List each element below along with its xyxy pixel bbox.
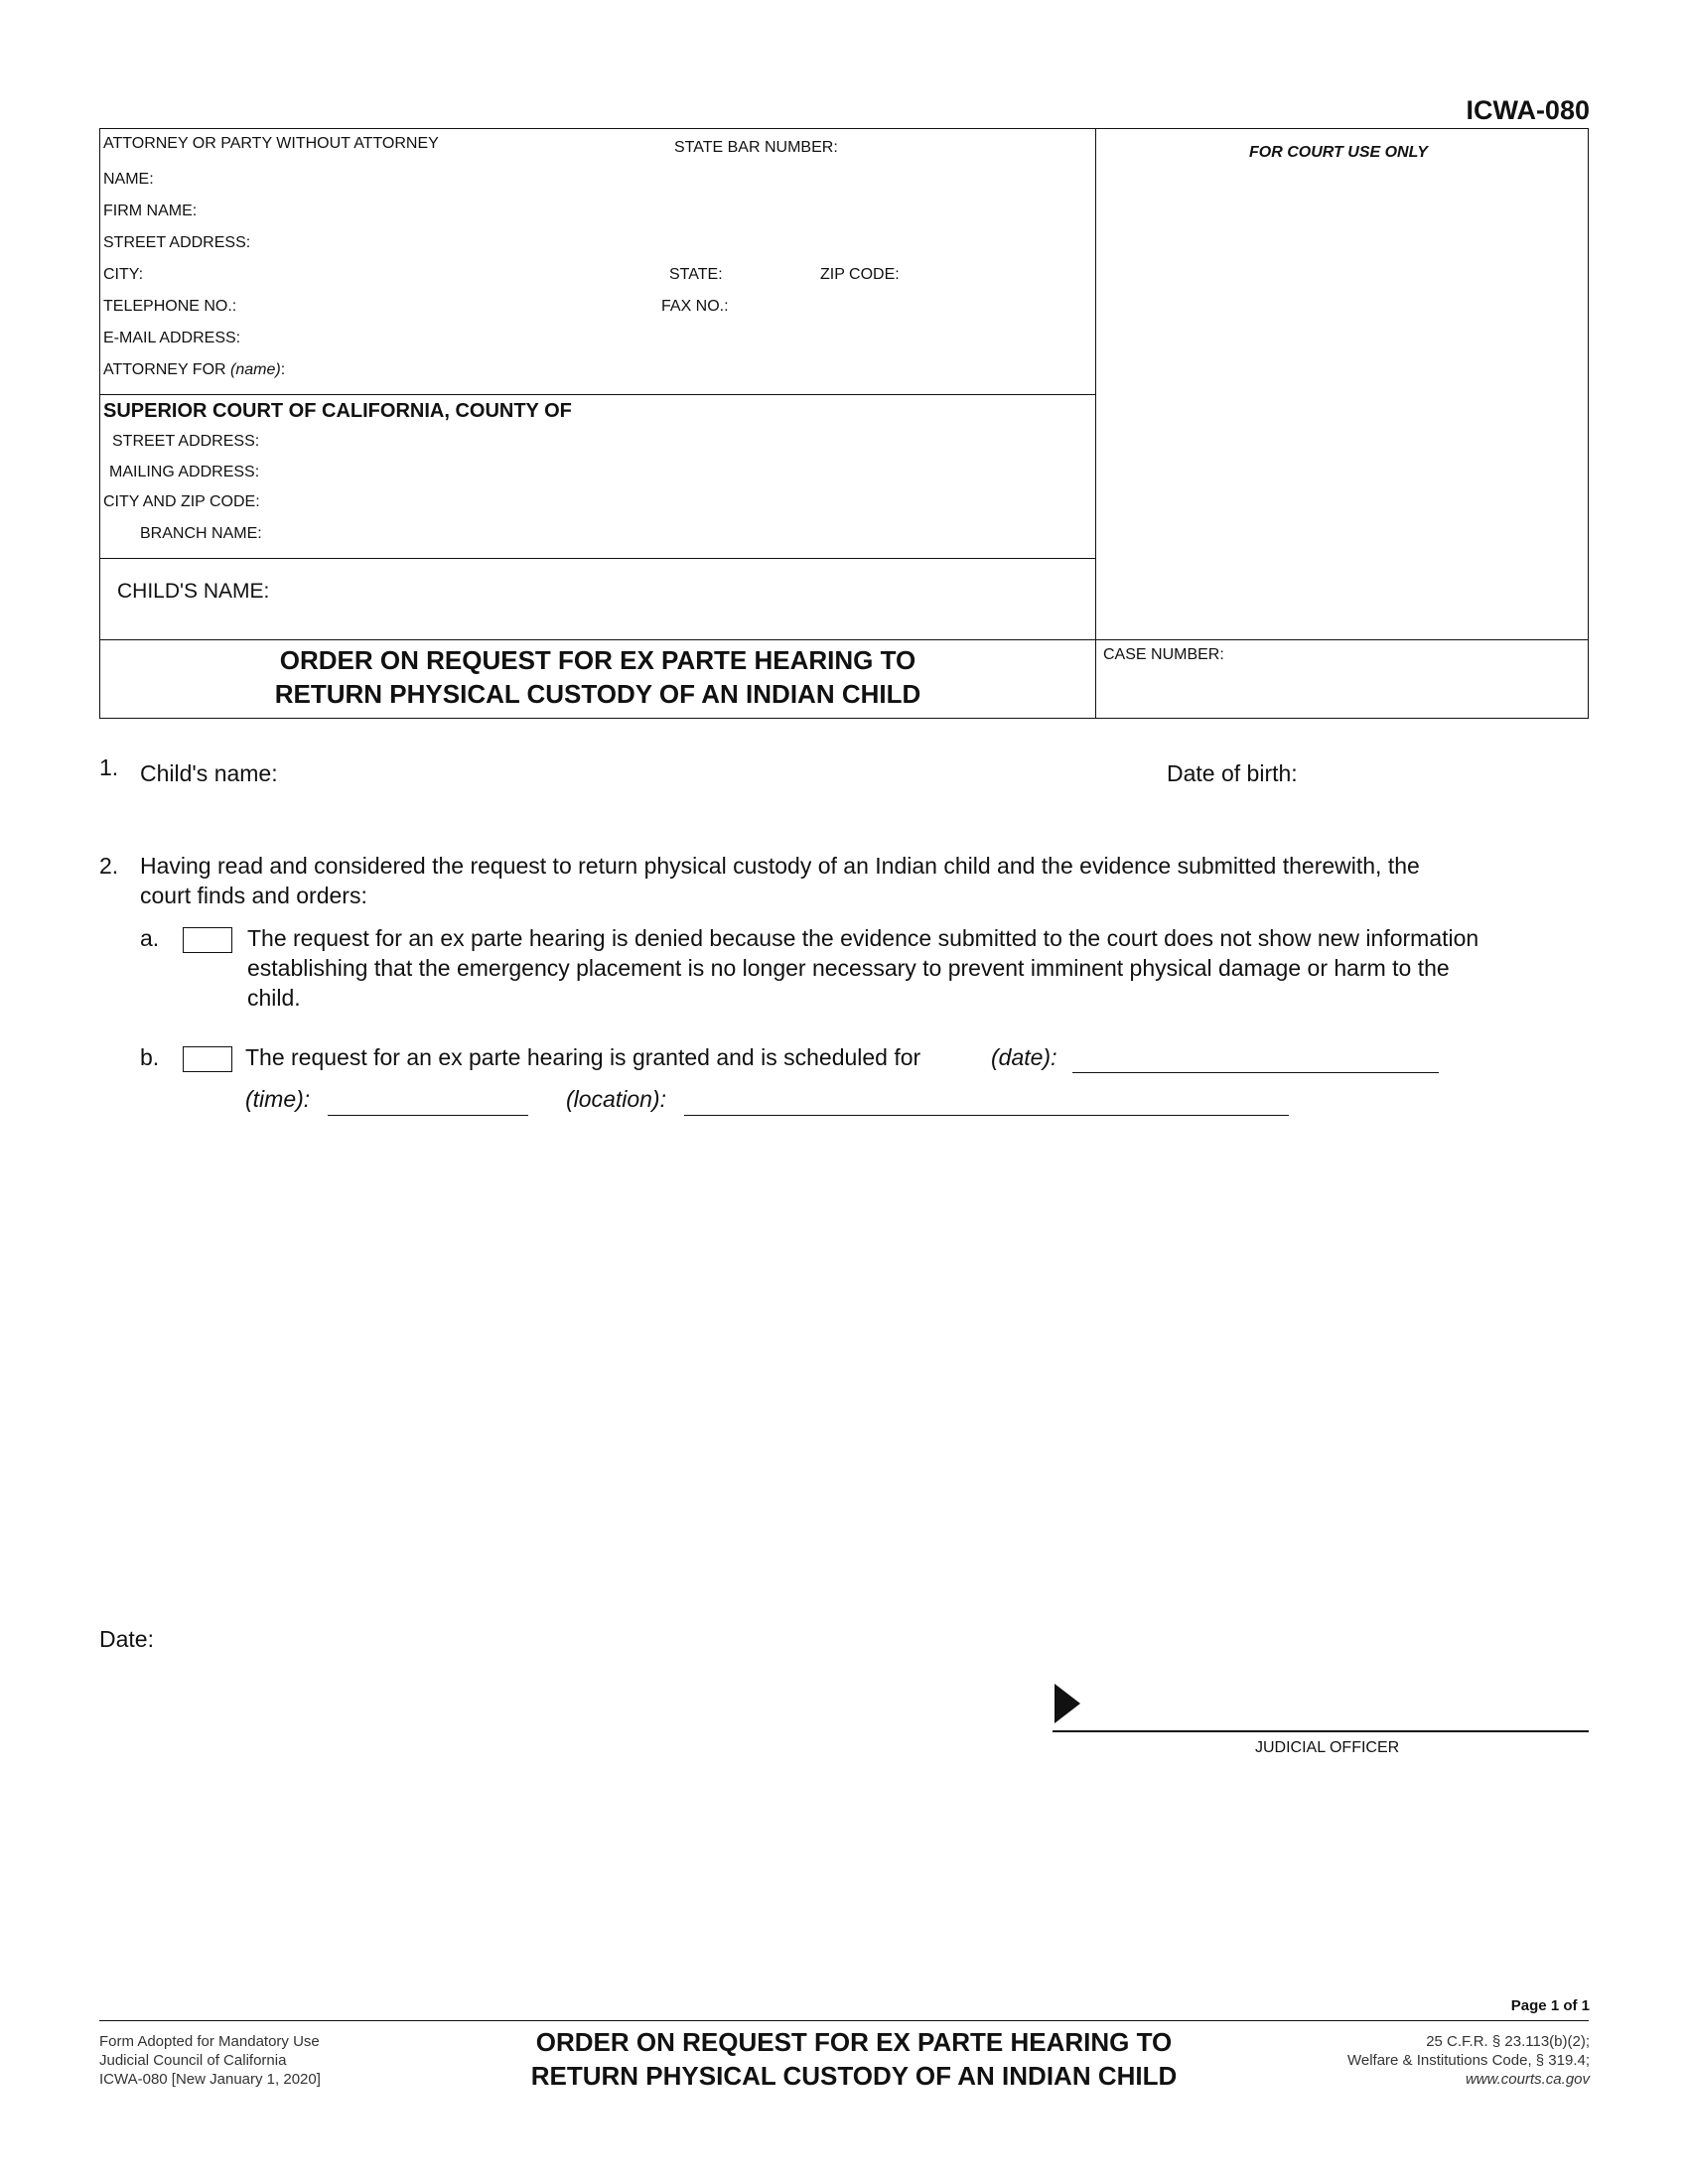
- attorney-title: ATTORNEY OR PARTY WITHOUT ATTORNEY: [103, 135, 439, 152]
- signature-arrow-icon: [1053, 1682, 1082, 1725]
- footer-rule: [99, 2020, 1589, 2021]
- case-number-label: CASE NUMBER:: [1103, 646, 1224, 663]
- attorney-for-colon: :: [280, 361, 286, 378]
- item2a-line2: establishing that the emergency placement is no longer necessary to prevent imminent physical damage or harm to the: [247, 955, 1450, 981]
- footer-website-link[interactable]: www.courts.ca.gov: [1465, 2071, 1590, 2088]
- footer-title-line1: ORDER ON REQUEST FOR EX PARTE HEARING TO: [535, 2027, 1173, 2057]
- item2b-time-field[interactable]: [328, 1115, 528, 1116]
- court-street-label: STREET ADDRESS:: [112, 433, 260, 450]
- footer-left-line2: Judicial Council of California: [99, 2052, 287, 2069]
- attorney-for-text: ATTORNEY FOR: [103, 361, 226, 378]
- item2b-text: The request for an ex parte hearing is granted and is scheduled for: [245, 1044, 921, 1070]
- item1-childs-name-label: Child's name:: [140, 760, 278, 786]
- item2b-date-label: (date):: [991, 1044, 1057, 1070]
- footer-title: [427, 2025, 1281, 2093]
- item2b-checkbox[interactable]: [183, 1046, 232, 1072]
- form-id: ICWA-080: [1466, 95, 1590, 125]
- item2b-time-label: (time):: [245, 1086, 311, 1112]
- state-bar-label: STATE BAR NUMBER:: [674, 139, 838, 156]
- form-title: [99, 643, 1096, 711]
- page-number: Page 1 of 1: [1510, 1997, 1590, 2014]
- footer-right-line2: Welfare & Institutions Code, § 319.4;: [1346, 2052, 1590, 2069]
- attorney-court-divider: [99, 394, 1096, 395]
- city-label: CITY:: [103, 266, 144, 283]
- signature-line[interactable]: [1053, 1730, 1589, 1732]
- item2b-letter: b.: [140, 1044, 160, 1070]
- caption-box: [99, 128, 1589, 719]
- item2a-line3: child.: [247, 985, 301, 1011]
- item1-number: 1.: [99, 754, 119, 780]
- attorney-for-label: [103, 361, 285, 379]
- footer-left-line1: Form Adopted for Mandatory Use: [99, 2033, 320, 2050]
- item1-dob-label: Date of birth:: [1167, 760, 1298, 786]
- judicial-officer-label: JUDICIAL OFFICER: [1255, 1739, 1400, 1756]
- footer-right: [1347, 2032, 1590, 2089]
- telephone-label: TELEPHONE NO.:: [103, 298, 237, 315]
- court-branch-label: BRANCH NAME:: [140, 525, 262, 542]
- signature-date-label: Date:: [99, 1626, 154, 1652]
- form-title-line1: ORDER ON REQUEST FOR EX PARTE HEARING TO: [279, 645, 916, 675]
- title-divider: [99, 639, 1589, 640]
- item2b-location-field[interactable]: [684, 1115, 1289, 1116]
- street-address-label: STREET ADDRESS:: [103, 234, 251, 251]
- item2-line2: court finds and orders:: [140, 883, 367, 908]
- court-title: SUPERIOR COURT OF CALIFORNIA, COUNTY OF: [103, 400, 572, 422]
- caption-child-name-label: CHILD'S NAME:: [117, 580, 270, 603]
- firm-name-label: FIRM NAME:: [103, 203, 198, 219]
- item2-number: 2.: [99, 853, 119, 879]
- court-child-divider: [99, 558, 1096, 559]
- court-use-label: FOR COURT USE ONLY: [1249, 144, 1428, 161]
- state-label: STATE:: [669, 266, 723, 283]
- item2a-letter: a.: [140, 925, 160, 951]
- name-label: NAME:: [103, 171, 154, 188]
- email-label: E-MAIL ADDRESS:: [103, 330, 241, 346]
- item2b-date-field[interactable]: [1072, 1072, 1439, 1073]
- footer-title-line2: RETURN PHYSICAL CUSTODY OF AN INDIAN CHILD: [530, 2061, 1178, 2091]
- court-city-zip-label: CITY AND ZIP CODE:: [103, 493, 260, 510]
- footer-right-line1: 25 C.F.R. § 23.113(b)(2);: [1426, 2033, 1590, 2050]
- zip-label: ZIP CODE:: [820, 266, 900, 283]
- court-mailing-label: MAILING ADDRESS:: [109, 464, 260, 480]
- attorney-for-name-hint: (name): [230, 361, 281, 378]
- form-title-line2: RETURN PHYSICAL CUSTODY OF AN INDIAN CHILD: [274, 679, 921, 709]
- item2-line1: Having read and considered the request to return physical custody of an Indian child and the evidence submitted therewith, the: [140, 853, 1420, 879]
- item2b-location-label: (location):: [566, 1086, 666, 1112]
- fax-label: FAX NO.:: [661, 298, 729, 315]
- footer-left: [99, 2032, 321, 2089]
- court-use-divider: [1095, 128, 1096, 719]
- footer-left-line3: ICWA-080 [New January 1, 2020]: [99, 2071, 321, 2088]
- item2a-checkbox[interactable]: [183, 927, 232, 953]
- item2a-line1: The request for an ex parte hearing is denied because the evidence submitted to the court does not show new information: [247, 925, 1479, 951]
